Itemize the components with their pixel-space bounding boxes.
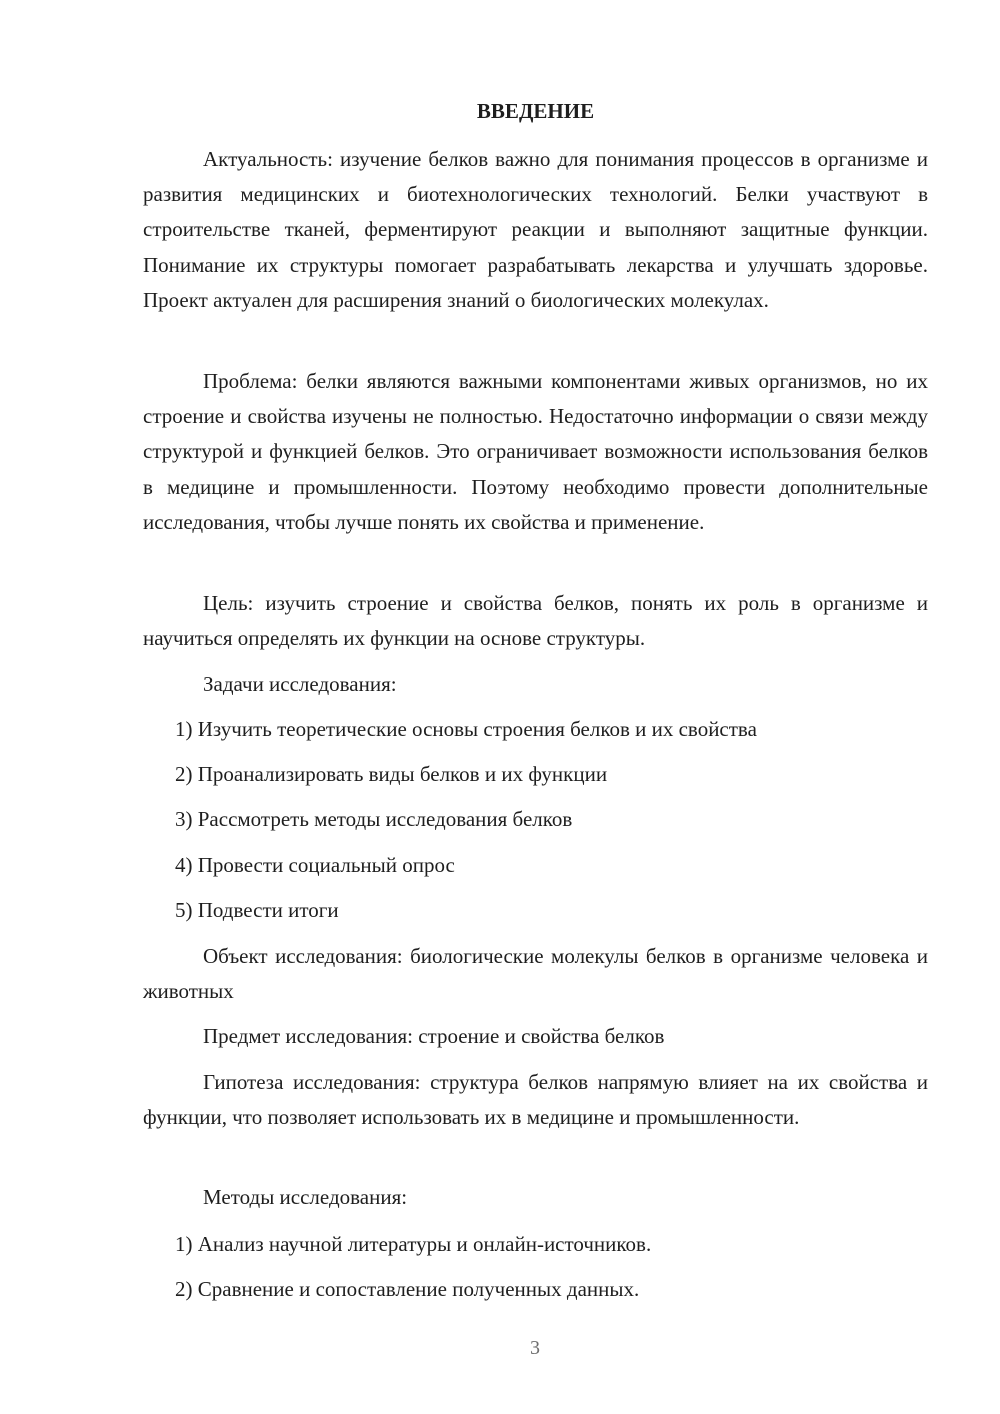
hypothesis-paragraph: Гипотеза исследования: структура белков напрямую влияет на их свойства и функции, что позволяет использовать их в медицине и промышленности. xyxy=(143,1070,928,1130)
page-number: 3 xyxy=(530,1337,540,1359)
subject-paragraph: Предмет исследования: строение и свойства белков xyxy=(203,1024,665,1048)
task-item-3: 3) Рассмотреть методы исследования белков xyxy=(175,807,573,831)
task-item-1: 1) Изучить теоретические основы строения белков и их свойства xyxy=(175,717,757,741)
object-paragraph: Объект исследования: биологические молекулы белков в организме человека и животных xyxy=(143,944,928,1004)
relevance-paragraph: Актуальность: изучение белков важно для понимания процессов в организме и развития медицинских и биотехнологических технологий. Белки участвуют в строительстве тканей, ферментируют реакции и выполняют защитные функции. Понимание их структуры помогает разрабатывать лекарства и улучшать здоровье. Проект актуален для расширения знаний о биологических молекулах. xyxy=(143,147,928,312)
task-item-4: 4) Провести социальный опрос xyxy=(175,853,455,877)
problem-paragraph: Проблема: белки являются важными компонентами живых организмов, но их строение и свойства изучены не полностью. Недостаточно информации о связи между структурой и функцией белков. Это ограничивает возможности использования белков в медицине и промышленности. Поэтому необходимо провести дополнительные исследования, чтобы лучше понять их свойства и применение. xyxy=(143,369,928,534)
goal-paragraph: Цель: изучить строение и свойства белков, понять их роль в организме и научиться определять их функции на основе структуры. xyxy=(143,591,928,651)
task-item-2: 2) Проанализировать виды белков и их функции xyxy=(175,762,608,786)
method-item-1: 1) Анализ научной литературы и онлайн-источников. xyxy=(175,1232,652,1256)
task-item-5: 5) Подвести итоги xyxy=(175,898,339,922)
method-item-2: 2) Сравнение и сопоставление полученных данных. xyxy=(175,1277,640,1301)
tasks-title: Задачи исследования: xyxy=(203,672,397,696)
section-heading: ВВЕДЕНИЕ xyxy=(476,99,595,123)
methods-title: Методы исследования: xyxy=(203,1185,408,1209)
